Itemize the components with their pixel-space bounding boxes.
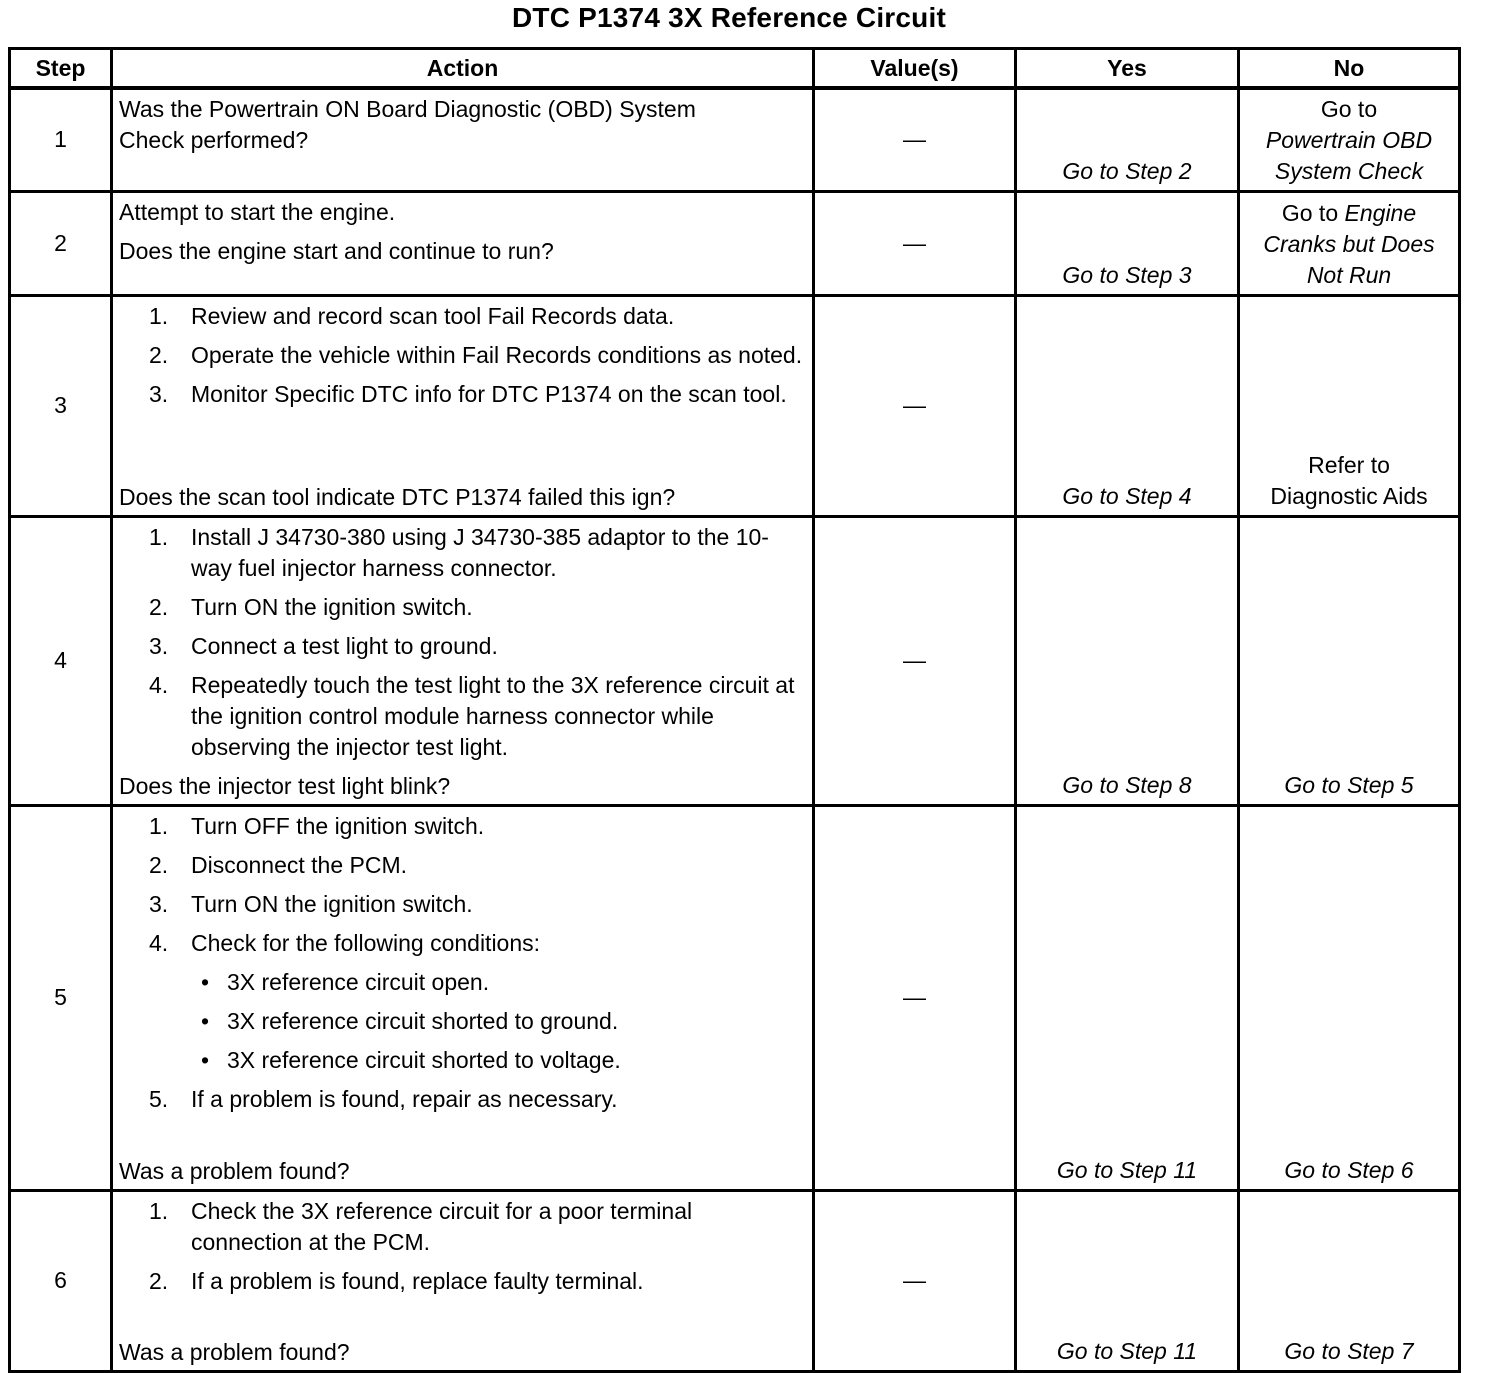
yes-cell [1016, 805, 1239, 1190]
list-item: 1. Install J 34730-380 using J 34730-385 adaptor to the 10-way fuel injector harness connector. [149, 523, 769, 581]
action-text: Check performed? [119, 127, 309, 153]
action-cell [112, 191, 814, 295]
diagnostic-table [8, 47, 1461, 1373]
step-number: 5 [10, 805, 112, 1190]
step-number: 6 [10, 1190, 112, 1371]
list-item: 1. Turn OFF the ignition switch. [149, 812, 485, 839]
list-item: 3. Monitor Specific DTC info for DTC P1374 on the scan tool. [149, 380, 787, 407]
yes-link: Go to Step 3 [1062, 261, 1192, 288]
no-cell [1239, 88, 1460, 191]
no-link: Go to Step 5 [1284, 771, 1414, 798]
value-cell: — [814, 191, 1016, 295]
no-text: Cranks but Does [1263, 230, 1435, 257]
no-cell [1239, 1190, 1460, 1371]
no-text: Powertrain OBD [1265, 126, 1433, 153]
table-header-row [10, 49, 1460, 89]
no-text: System Check [1274, 157, 1424, 184]
action-question: Does the engine start and continue to run? [119, 237, 554, 264]
table-row [10, 516, 1460, 805]
step-number: 4 [10, 516, 112, 805]
bullet-item: • 3X reference circuit shorted to ground. [201, 1007, 619, 1034]
no-link: Go to Step 6 [1284, 1156, 1414, 1183]
table-row [10, 1190, 1460, 1371]
list-item: 2. Operate the vehicle within Fail Records conditions as noted. [149, 341, 803, 368]
action-text: Attempt to start the engine. [119, 198, 396, 225]
action-cell [112, 1190, 814, 1371]
action-question: Was a problem found? [119, 1157, 350, 1184]
header-action: Action [112, 49, 814, 89]
bullet-item: • 3X reference circuit open. [201, 968, 490, 995]
list-item: 1. Check the 3X reference circuit for a poor terminal connection at the PCM. [149, 1197, 693, 1255]
no-cell [1239, 805, 1460, 1190]
list-item: 4. Check for the following conditions: [149, 929, 541, 956]
header-yes: Yes [1016, 49, 1239, 89]
no-text: Go to [1281, 199, 1345, 226]
yes-cell [1016, 516, 1239, 805]
no-cell [1239, 516, 1460, 805]
step-number: 2 [10, 191, 112, 295]
page-title: DTC P1374 3X Reference Circuit [512, 2, 946, 33]
list-item: 4. Repeatedly touch the test light to the 3X reference circuit at the ignition control module harness connector while observing the injector test light. [149, 671, 795, 760]
step-number: 1 [10, 88, 112, 191]
action-question: Was a problem found? [119, 1338, 350, 1365]
value-cell: — [814, 805, 1016, 1190]
list-item: 3. Connect a test light to ground. [149, 632, 498, 659]
list-item: 2. Disconnect the PCM. [149, 851, 408, 878]
list-item: 2. Turn ON the ignition switch. [149, 593, 473, 620]
bullet-item: • 3X reference circuit shorted to voltage. [201, 1046, 621, 1073]
action-question: Does the scan tool indicate DTC P1374 failed this ign? [119, 483, 676, 510]
step-number: 3 [10, 295, 112, 516]
yes-link: Go to Step 8 [1062, 771, 1192, 798]
list-item: 5. If a problem is found, repair as necessary. [149, 1085, 618, 1112]
yes-cell [1016, 1190, 1239, 1371]
value-cell: — [814, 516, 1016, 805]
action-text: Was the Powertrain ON Board Diagnostic (OBD) System [119, 96, 696, 122]
action-cell [112, 805, 814, 1190]
no-cell [1239, 295, 1460, 516]
yes-cell [1016, 88, 1239, 191]
no-text: Refer to [1308, 451, 1390, 478]
no-text: Diagnostic Aids [1270, 482, 1428, 509]
yes-link: Go to Step 4 [1062, 482, 1192, 509]
action-cell [112, 88, 814, 191]
value-cell: — [814, 1190, 1016, 1371]
value-cell: — [814, 295, 1016, 516]
header-no: No [1239, 49, 1460, 89]
action-cell [112, 516, 814, 805]
yes-cell [1016, 295, 1239, 516]
table-row [10, 88, 1460, 191]
list-item: 3. Turn ON the ignition switch. [149, 890, 473, 917]
yes-link: Go to Step 11 [1056, 1337, 1198, 1364]
list-item: 2. If a problem is found, replace faulty terminal. [149, 1267, 644, 1294]
header-step: Step [10, 49, 112, 89]
yes-link: Go to Step 11 [1056, 1156, 1198, 1183]
no-cell [1239, 191, 1460, 295]
yes-link: Go to Step 2 [1062, 157, 1192, 184]
yes-cell [1016, 191, 1239, 295]
list-item: 1. Review and record scan tool Fail Records data. [149, 302, 675, 329]
no-text: Go to [1320, 95, 1378, 122]
table-row [10, 805, 1460, 1190]
value-cell: — [814, 88, 1016, 191]
no-text: Engine [1344, 199, 1417, 226]
no-link: Go to Step 7 [1284, 1337, 1414, 1364]
table-row [10, 295, 1460, 516]
action-cell [112, 295, 814, 516]
table-row [10, 191, 1460, 295]
action-question: Does the injector test light blink? [119, 772, 451, 799]
no-text: Not Run [1306, 261, 1392, 288]
header-values: Value(s) [814, 49, 1016, 89]
